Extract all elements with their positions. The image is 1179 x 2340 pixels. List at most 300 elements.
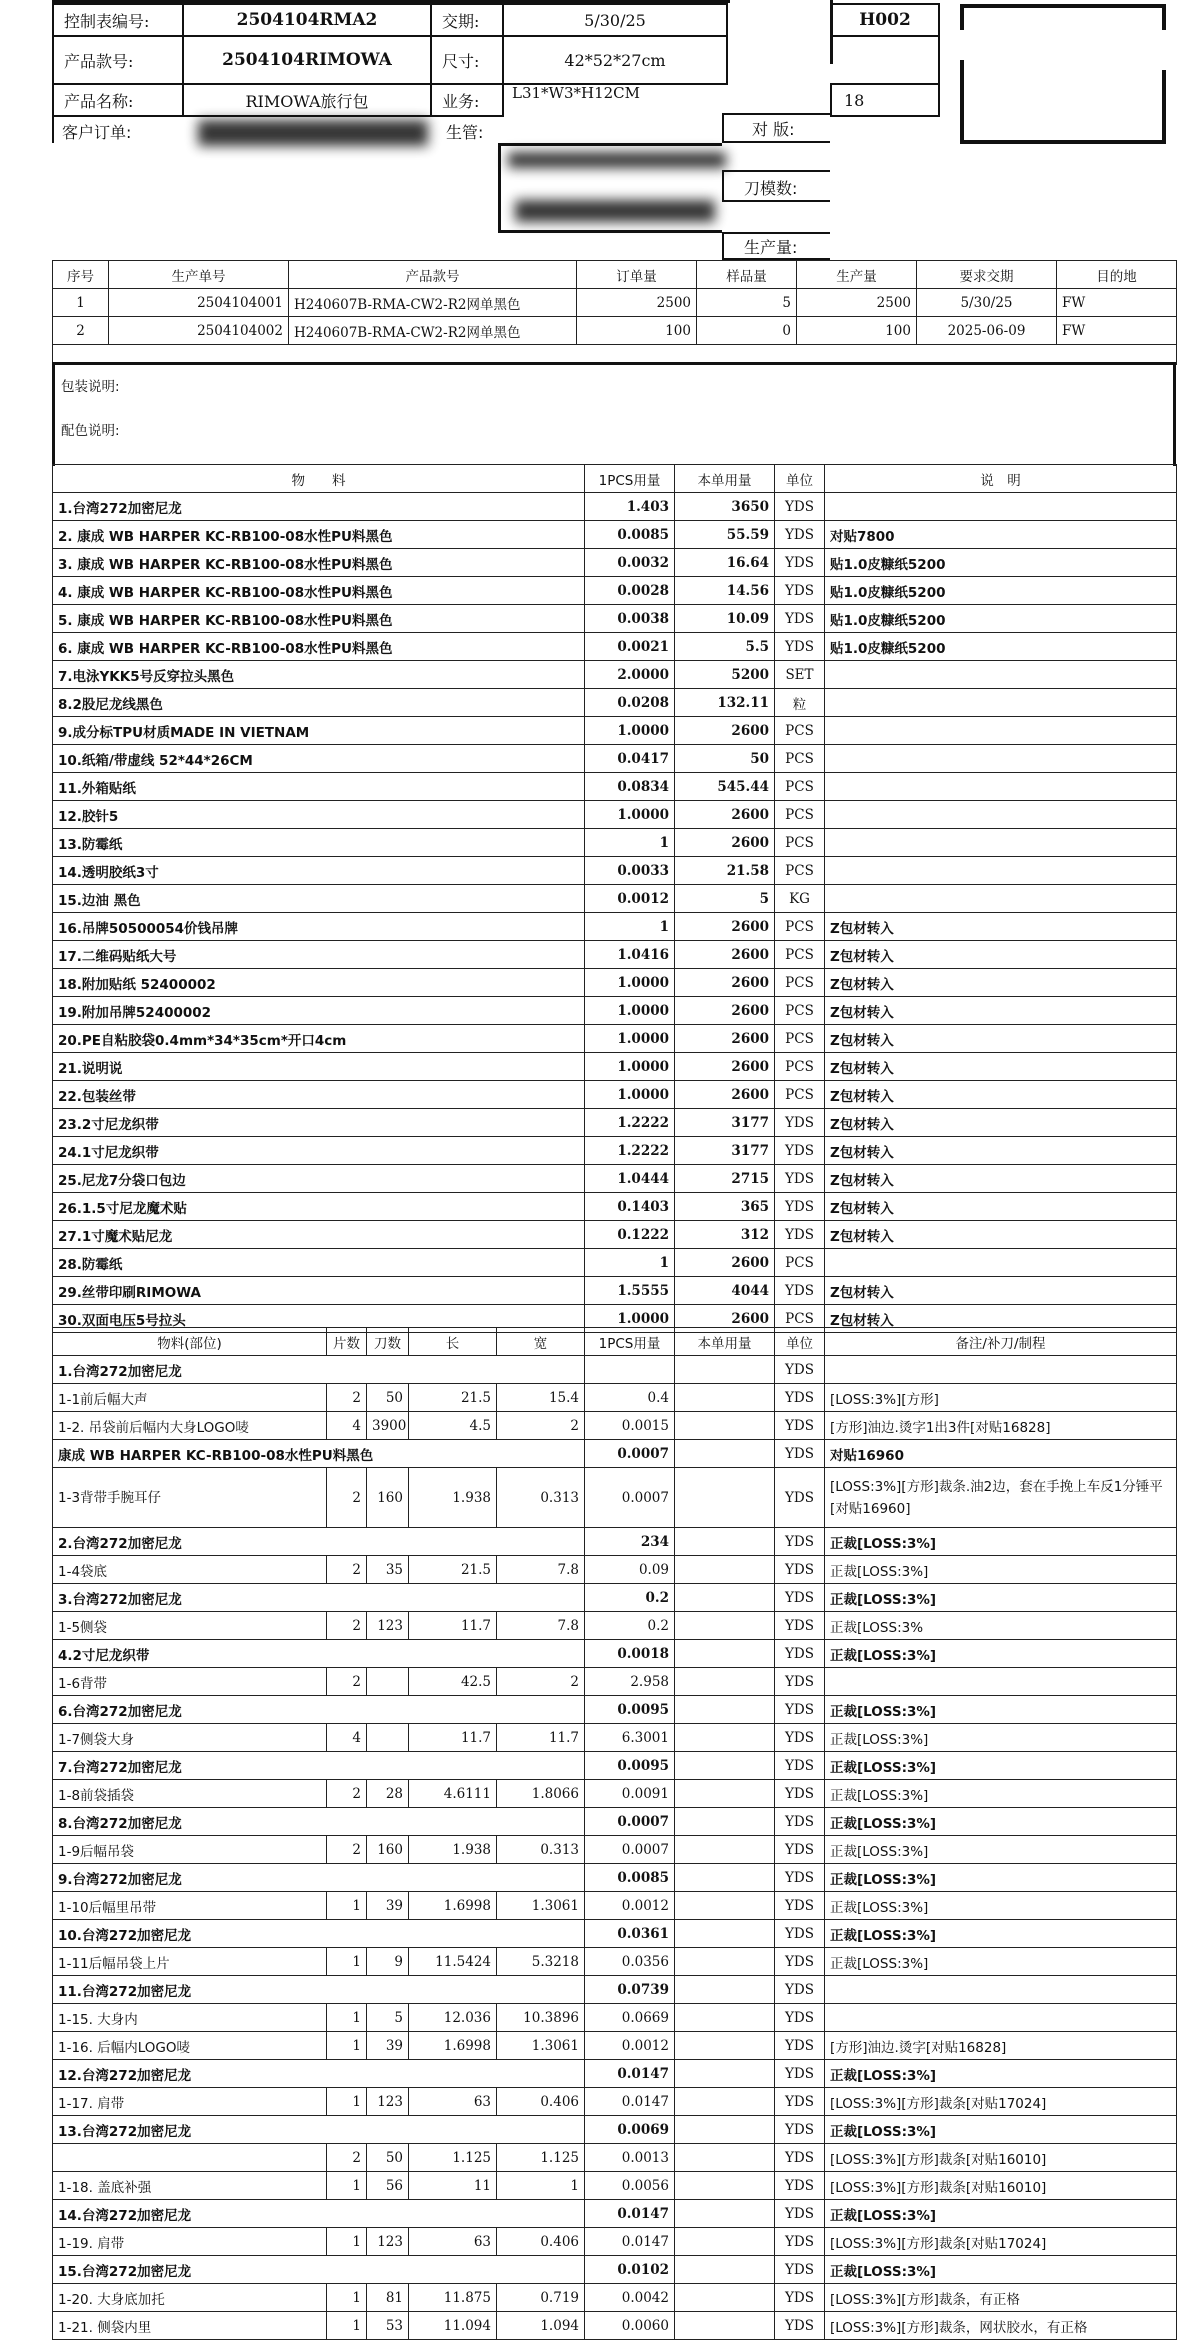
part-order-use [675,1384,775,1412]
parts-table [52,1327,1177,2340]
group-note [825,1356,1177,1384]
part-die-count [367,1668,409,1696]
cell: 100 [797,317,917,345]
group-name: 康成 WB HARPER KC-RB100-08水性PU料黑色 [53,1440,585,1468]
part-pieces: 1 [327,2088,367,2116]
material-order-use: 5200 [675,661,775,689]
material-note: Z包材转入 [825,1025,1177,1053]
group-unit: YDS [775,1584,825,1612]
part-row [53,1556,1177,1584]
die-label: 刀模数: [744,179,798,198]
material-unit: KG [775,885,825,913]
part-pieces: 1 [327,2032,367,2060]
cell: 2500 [797,289,917,317]
part-pieces: 2 [327,1468,367,1528]
group-unit-use: 0.0007 [585,1808,675,1836]
part-unit: YDS [775,1724,825,1752]
part-pieces: 1 [327,2228,367,2256]
part-order-use [675,1612,775,1640]
col-header: 单位 [775,1328,825,1356]
part-name: 1-9后幅吊袋 [53,1836,327,1864]
group-unit: YDS [775,2060,825,2088]
group-unit-use: 0.0069 [585,2116,675,2144]
part-die-count: 50 [367,1384,409,1412]
group-name: 7.台湾272加密尼龙 [53,1752,585,1780]
material-unit-use: 1 [585,1249,675,1277]
col-header: 本单用量 [675,465,775,493]
part-order-use [675,1412,775,1440]
part-length: 21.5 [409,1384,497,1412]
material-row [53,549,1177,577]
part-name: 1-2. 吊袋前后幅内大身LOGO唛 [53,1412,327,1440]
material-note [825,829,1177,857]
group-note [825,1976,1177,2004]
part-length: 42.5 [409,1668,497,1696]
material-note: Z包材转入 [825,1193,1177,1221]
material-group-row [53,1920,1177,1948]
group-name: 6.台湾272加密尼龙 [53,1696,585,1724]
part-unit: YDS [775,1468,825,1528]
col-header: 序号 [53,261,109,289]
part-note: 正裁[LOSS:3%] [825,1836,1177,1864]
material-group-row [53,2116,1177,2144]
code: H002 [830,3,940,37]
table-row [53,317,1177,345]
material-note [825,885,1177,913]
part-note: 正裁[LOSS:3% [825,1612,1177,1640]
part-unit-use: 0.0007 [585,1468,675,1528]
material-note: 贴1.0皮糠纸5200 [825,633,1177,661]
part-row [53,2144,1177,2172]
material-order-use: 2600 [675,941,775,969]
part-pieces: 1 [327,1892,367,1920]
part-pieces: 1 [327,2172,367,2200]
part-die-count: 123 [367,1612,409,1640]
part-order-use [675,1668,775,1696]
parts-header-row [53,1328,1177,1356]
material-group-row [53,1696,1177,1724]
part-order-use [675,1556,775,1584]
part-pieces: 1 [327,2284,367,2312]
part-unit-use: 0.0056 [585,2172,675,2200]
material-unit-use: 1.0000 [585,1025,675,1053]
material-unit: PCS [775,997,825,1025]
group-unit-use: 0.0018 [585,1640,675,1668]
material-unit-use: 0.0021 [585,633,675,661]
material-order-use: 312 [675,1221,775,1249]
part-length: 4.6111 [409,1780,497,1808]
material-order-use: 2600 [675,829,775,857]
material-unit: PCS [775,913,825,941]
material-note [825,689,1177,717]
group-unit-use: 0.0085 [585,1864,675,1892]
part-name: 1-18. 盖底补强 [53,2172,327,2200]
group-unit-use: 0.0739 [585,1976,675,2004]
part-row [53,2172,1177,2200]
group-note: 正裁[LOSS:3%] [825,2256,1177,2284]
group-name: 15.台湾272加密尼龙 [53,2256,585,2284]
product-name: RIMOWA旅行包 [182,83,432,117]
orders-header-row [53,261,1177,289]
group-order-use [675,1696,775,1724]
part-name: 1-19. 肩带 [53,2228,327,2256]
material-name: 16.吊牌50500054价钱吊牌 [53,913,585,941]
material-note [825,857,1177,885]
ctrl-label: 控制表编号: [52,3,184,37]
material-name: 27.1寸魔术贴尼龙 [53,1221,585,1249]
material-group-row [53,1864,1177,1892]
part-name: 1-6背带 [53,1668,327,1696]
group-name: 12.台湾272加密尼龙 [53,2060,585,2088]
part-name: 1-21. 侧袋内里 [53,2312,327,2340]
part-width: 11.7 [497,1724,585,1752]
material-note [825,1249,1177,1277]
material-unit-use: 0.0834 [585,773,675,801]
material-group-row [53,1640,1177,1668]
part-name [53,2144,327,2172]
notes-block [52,362,1176,466]
group-unit-use: 0.0147 [585,2060,675,2088]
material-name: 1.台湾272加密尼龙 [53,493,585,521]
part-unit: YDS [775,2032,825,2060]
material-unit-use: 0.1403 [585,1193,675,1221]
material-unit: PCS [775,801,825,829]
material-group-row [53,1808,1177,1836]
part-order-use [675,2088,775,2116]
part-length: 63 [409,2088,497,2116]
part-length: 11.7 [409,1724,497,1752]
part-unit: YDS [775,1612,825,1640]
material-order-use: 5 [675,885,775,913]
material-unit: YDS [775,577,825,605]
product-image-box [960,4,1166,144]
prod-label: 生产量: [744,238,798,257]
group-name: 3.台湾272加密尼龙 [53,1584,585,1612]
group-unit: YDS [775,1864,825,1892]
material-unit-use: 0.0012 [585,885,675,913]
materials-table [52,464,1177,1333]
material-row [53,1109,1177,1137]
part-length: 1.6998 [409,1892,497,1920]
material-unit: PCS [775,857,825,885]
material-row [53,717,1177,745]
part-note: 正裁[LOSS:3%] [825,1556,1177,1584]
part-pieces: 2 [327,1836,367,1864]
group-order-use [675,2256,775,2284]
part-name: 1-1前后幅大声 [53,1384,327,1412]
group-note: 正裁[LOSS:3%] [825,2200,1177,2228]
part-row [53,1892,1177,1920]
material-unit-use: 0.1222 [585,1221,675,1249]
material-order-use: 2600 [675,1053,775,1081]
material-order-use: 5.5 [675,633,775,661]
material-note: 对贴7800 [825,521,1177,549]
group-unit: YDS [775,1976,825,2004]
part-unit-use: 0.0012 [585,1892,675,1920]
part-width: 0.406 [497,2228,585,2256]
part-order-use [675,2228,775,2256]
material-row [53,857,1177,885]
material-note: Z包材转入 [825,1277,1177,1305]
material-group-row [53,1528,1177,1556]
cell: H240607B-RMA-CW2-R2网单黑色 [289,289,577,317]
part-pieces: 2 [327,2144,367,2172]
group-unit-use: 0.0095 [585,1696,675,1724]
group-note: 正裁[LOSS:3%] [825,1696,1177,1724]
group-note: 正裁[LOSS:3%] [825,1808,1177,1836]
bracket-line [498,230,722,233]
part-unit-use: 0.0015 [585,1412,675,1440]
col-header: 片数 [327,1328,367,1356]
col-header: 物 料 [53,465,585,493]
part-order-use [675,1948,775,1976]
cell: 0 [697,317,797,345]
divider [502,83,504,117]
part-order-use [675,2312,775,2340]
group-name: 4.2寸尼龙织带 [53,1640,585,1668]
part-length: 11.094 [409,2312,497,2340]
part-pieces: 1 [327,2004,367,2032]
material-note: Z包材转入 [825,1305,1177,1333]
part-unit-use: 0.0012 [585,2032,675,2060]
material-note: Z包材转入 [825,1081,1177,1109]
material-note [825,661,1177,689]
part-name: 1-15. 大身内 [53,2004,327,2032]
part-pieces: 1 [327,2312,367,2340]
pack-note-label: 包装说明: [61,379,120,395]
part-name: 1-5侧袋 [53,1612,327,1640]
order-label: 客户订单: [62,123,132,142]
material-name: 26.1.5寸尼龙魔术贴 [53,1193,585,1221]
part-pieces: 1 [327,1948,367,1976]
material-name: 30.双面电压5号拉头 [53,1305,585,1333]
part-die-count: 160 [367,1468,409,1528]
part-width: 2 [497,1412,585,1440]
part-row [53,1948,1177,1976]
part-note: 正裁[LOSS:3%] [825,1892,1177,1920]
col-header: 样品量 [697,261,797,289]
group-unit: YDS [775,2200,825,2228]
redacted-order [198,120,428,146]
material-group-row [53,1356,1177,1384]
group-unit-use: 0.0361 [585,1920,675,1948]
material-row [53,941,1177,969]
material-row [53,997,1177,1025]
due-label: 交期: [430,3,504,37]
material-row [53,493,1177,521]
col-header: 宽 [497,1328,585,1356]
part-name: 1-8前袋插袋 [53,1780,327,1808]
part-unit: YDS [775,2004,825,2032]
material-unit-use: 1.0000 [585,969,675,997]
material-order-use: 545.44 [675,773,775,801]
material-note: Z包材转入 [825,997,1177,1025]
material-note: Z包材转入 [825,969,1177,997]
part-row [53,1780,1177,1808]
size-label: 尺寸: [430,35,504,85]
part-note: [LOSS:3%][方形]裁条[对贴16010] [825,2172,1177,2200]
material-name: 13.防霉纸 [53,829,585,857]
part-die-count: 123 [367,2088,409,2116]
material-name: 18.附加贴纸 52400002 [53,969,585,997]
part-unit-use: 0.0091 [585,1780,675,1808]
group-order-use [675,2116,775,2144]
part-die-count: 3900 [367,1412,409,1440]
model-label: 产品款号: [52,35,184,85]
part-order-use [675,2004,775,2032]
material-name: 17.二维码贴纸大号 [53,941,585,969]
part-row [53,1468,1177,1528]
dims: L31*W3*H12CM [512,84,641,102]
material-row [53,829,1177,857]
material-note: Z包材转入 [825,941,1177,969]
material-unit-use: 1 [585,913,675,941]
material-name: 28.防霉纸 [53,1249,585,1277]
material-name: 10.纸箱/带虚线 52*44*26CM [53,745,585,773]
part-width: 5.3218 [497,1948,585,1976]
part-pieces: 4 [327,1724,367,1752]
cell: 2504104001 [109,289,289,317]
part-unit-use: 0.0013 [585,2144,675,2172]
group-name: 2.台湾272加密尼龙 [53,1528,585,1556]
part-note: [LOSS:3%][方形]裁条[对贴17024] [825,2228,1177,2256]
ctrl-no: 2504104RMA2 [182,3,432,37]
part-order-use [675,1892,775,1920]
cell: 5/30/25 [917,289,1057,317]
part-length: 11.875 [409,2284,497,2312]
part-note: [方形]油边.烫字[对贴16828] [825,2032,1177,2060]
material-row [53,1249,1177,1277]
part-width: 1.3061 [497,1892,585,1920]
cell: FW [1057,289,1177,317]
part-note: [LOSS:3%][方形] [825,1384,1177,1412]
material-unit-use: 1.0444 [585,1165,675,1193]
material-name: 23.2寸尼龙织带 [53,1109,585,1137]
material-unit: PCS [775,717,825,745]
material-name: 24.1寸尼龙织带 [53,1137,585,1165]
part-name: 1-17. 肩带 [53,2088,327,2116]
material-name: 5. 康成 WB HARPER KC-RB100-08水性PU料黑色 [53,605,585,633]
material-note: 贴1.0皮糠纸5200 [825,577,1177,605]
material-row [53,1053,1177,1081]
group-name: 10.台湾272加密尼龙 [53,1920,585,1948]
material-note [825,773,1177,801]
group-unit-use: 0.0147 [585,2200,675,2228]
material-group-row [53,2200,1177,2228]
material-name: 29.丝带印刷RIMOWA [53,1277,585,1305]
material-order-use: 2600 [675,969,775,997]
group-order-use [675,1920,775,1948]
group-unit: YDS [775,1752,825,1780]
group-unit: YDS [775,1696,825,1724]
cell: 5 [697,289,797,317]
col-header: 目的地 [1057,261,1177,289]
part-note: [LOSS:3%][方形]裁条.油2边，套在手挽上车反1分锤平[对贴16960] [825,1468,1177,1528]
material-row [53,633,1177,661]
color-note-label: 配色说明: [61,423,120,439]
part-die-count: 81 [367,2284,409,2312]
material-note: Z包材转入 [825,1165,1177,1193]
group-order-use [675,2060,775,2088]
cell: 1 [53,289,109,317]
col-header: 生产单号 [109,261,289,289]
material-unit: PCS [775,1025,825,1053]
material-unit-use: 1.403 [585,493,675,521]
material-row [53,577,1177,605]
material-order-use: 2600 [675,913,775,941]
redacted-block [515,200,715,222]
frame-line [52,117,54,143]
material-name: 8.2股尼龙线黑色 [53,689,585,717]
group-unit-use: 0.2 [585,1584,675,1612]
name-label: 产品名称: [52,83,184,117]
material-name: 6. 康成 WB HARPER KC-RB100-08水性PU料黑色 [53,633,585,661]
part-note: 正裁[LOSS:3%] [825,1780,1177,1808]
part-die-count: 5 [367,2004,409,2032]
part-unit: YDS [775,1836,825,1864]
cell: 2504104002 [109,317,289,345]
materials-header-row [53,465,1177,493]
part-length: 1.125 [409,2144,497,2172]
group-order-use [675,2200,775,2228]
col-header: 订单量 [577,261,697,289]
part-width: 2 [497,1668,585,1696]
part-unit-use: 0.09 [585,1556,675,1584]
material-note: Z包材转入 [825,1137,1177,1165]
part-unit-use: 0.2 [585,1612,675,1640]
part-pieces: 2 [327,1668,367,1696]
part-name: 1-4袋底 [53,1556,327,1584]
material-unit: PCS [775,941,825,969]
cell: 100 [577,317,697,345]
material-order-use: 2600 [675,1081,775,1109]
material-row [53,1137,1177,1165]
part-name: 1-11后幅吊袋上片 [53,1948,327,1976]
part-length: 1.6998 [409,2032,497,2060]
part-note: [LOSS:3%][方形]裁条[对贴17024] [825,2088,1177,2116]
group-unit-use: 0.0007 [585,1440,675,1468]
col-header: 产品款号 [289,261,577,289]
material-group-row [53,1440,1177,1468]
part-order-use [675,1780,775,1808]
part-order-use [675,2144,775,2172]
group-order-use [675,1528,775,1556]
col-header: 要求交期 [917,261,1057,289]
part-die-count: 53 [367,2312,409,2340]
part-order-use [675,2284,775,2312]
group-note: 正裁[LOSS:3%] [825,1864,1177,1892]
part-row [53,2284,1177,2312]
part-order-use [675,2032,775,2060]
material-unit: YDS [775,521,825,549]
material-unit: PCS [775,745,825,773]
group-order-use [675,1752,775,1780]
col-header: 刀数 [367,1328,409,1356]
material-unit: YDS [775,1137,825,1165]
material-unit: PCS [775,969,825,997]
material-unit-use: 1.0000 [585,801,675,829]
material-name: 21.说明说 [53,1053,585,1081]
material-order-use: 2600 [675,1305,775,1333]
group-unit-use: 0.0102 [585,2256,675,2284]
col-header: 本单用量 [675,1328,775,1356]
part-note: 正裁[LOSS:3%] [825,1948,1177,1976]
group-order-use [675,1976,775,2004]
material-order-use: 3177 [675,1137,775,1165]
part-die-count: 50 [367,2144,409,2172]
material-group-row [53,2256,1177,2284]
part-die-count: 56 [367,2172,409,2200]
